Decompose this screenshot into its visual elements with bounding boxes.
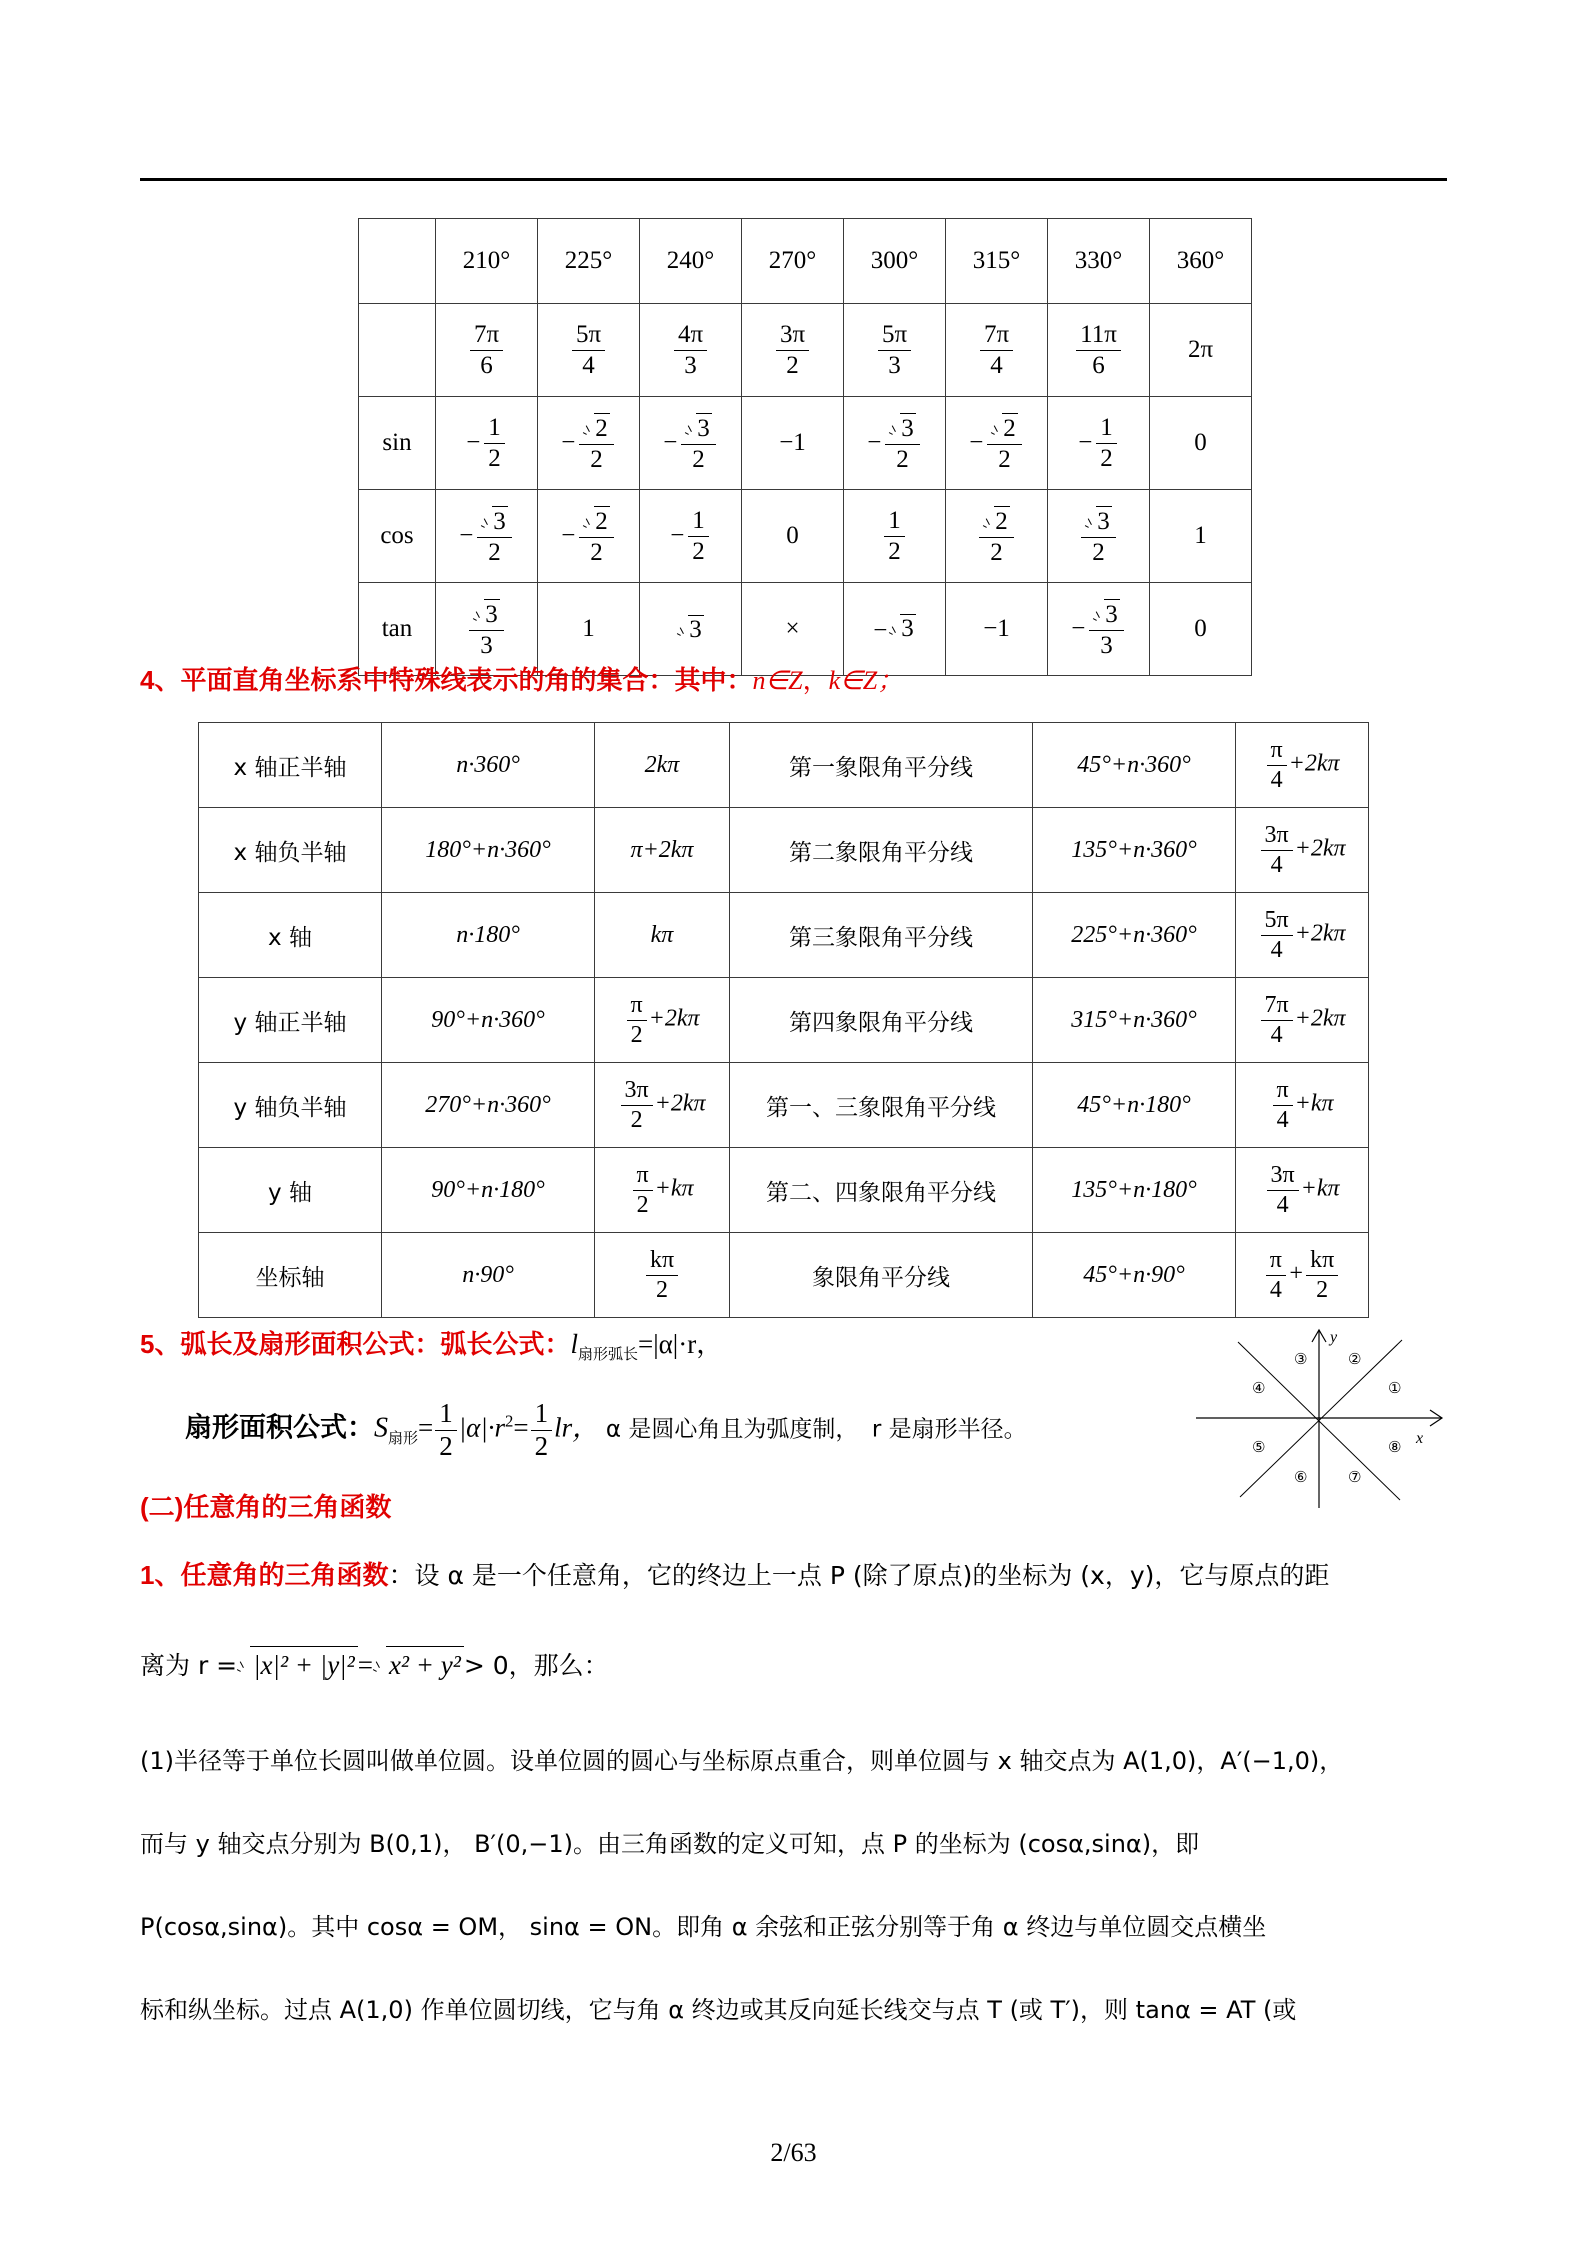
bisector-name: 第三象限角平分线 [730,893,1033,978]
axis-degree-form: 90°+n·360° [382,978,595,1063]
sector-symbol: S [374,1412,388,1444]
heading-4-sep: ， [802,666,829,695]
distance-prefix: 离为 r = [140,1651,238,1680]
sin-value: −1 [742,397,844,490]
arc-formula-subscript: 扇形弧长 [578,1347,639,1364]
axis-radian-form: $\frac{\pi}{2}$ +kπ [595,1148,730,1233]
heading-4-condition-k: k∈Z； [828,666,904,695]
axis-name: x 轴负半轴 [199,808,382,893]
sector-mid: |α|·r [458,1412,506,1443]
axis-name: 坐标轴 [199,1233,382,1318]
row-label-sin: sin [359,397,436,490]
arc-formula-symbol: l [570,1329,578,1359]
y-axis-label: y [1330,1329,1338,1346]
cos-value: $\frac{1}{2}$ [844,490,946,583]
tan-value: 0 [1150,583,1252,676]
axis-radian-form: $\frac{k\pi}{2}$ [595,1233,730,1318]
octant-label-6: ⑥ [1294,1468,1308,1486]
row-label-tan: tan [359,583,436,676]
bisector-name: 第一、三象限角平分线 [730,1063,1033,1148]
bisector-degree-form: 135°+n·360° [1033,808,1236,893]
paragraph-2: 而与 y 轴交点分别为 B(0,1)， B′(0,−1)。由三角函数的定义可知，点 P 的坐标为 (cosα,sinα)，即 [140,1830,1200,1858]
cos-value: $\frac{2}{2}$ [946,490,1048,583]
radian-cell: $\frac{7\pi}{4}$ [946,304,1048,397]
octant-label-7: ⑦ [1348,1468,1362,1486]
table-row [199,1063,1369,1148]
axis-degree-form: 180°+n·360° [382,808,595,893]
distance-eq: = [357,1650,373,1680]
sector-eq-2: = [513,1412,529,1443]
radian-cell: 2π [1150,304,1252,397]
heading-4-number: 4、 [140,665,181,695]
tan-value: $\frac{3}{3}$ [436,583,538,676]
octant-label-2: ② [1348,1350,1362,1368]
bisector-radian-form: $\frac{7\pi}{4}$ +2kπ [1236,978,1369,1063]
cos-value: − $\frac{3}{2}$ [436,490,538,583]
distance-formula-line [140,1645,1447,1683]
angle-cell: 225° [538,219,640,304]
corner-cell [359,304,436,397]
sector-note-2: r 是扇形半径。 [871,1416,1027,1443]
sector-eq-1: = [418,1412,434,1443]
heading-5-number: 5、 [140,1329,181,1359]
radian-cell: $\frac{3\pi}{2}$ [742,304,844,397]
table-row [199,893,1369,978]
cos-value: 0 [742,490,844,583]
cos-value: − $\frac{1}{2}$ [640,490,742,583]
axis-name: x 轴 [199,893,382,978]
sin-value: − $\frac{3}{2}$ [640,397,742,490]
sector-note-1: α 是圆心角且为弧度制， [605,1416,859,1443]
axis-degree-form: n·360° [382,723,595,808]
distance-suffix: > 0，那么： [463,1651,609,1680]
axis-radian-form: kπ [595,893,730,978]
paragraph-3: P(cosα,sinα)。其中 cosα = OM， sinα = ON。即角 α 余弦和正弦分别等于角 α 终边与单位圆交点横坐 [140,1913,1267,1941]
table-row-sin [359,397,1252,490]
bisector-degree-form: 315°+n·360° [1033,978,1236,1063]
table-row-radians [359,304,1252,397]
header-rule [140,178,1447,181]
heading-5-title: 弧长及扇形面积公式：弧长公式： [180,1329,571,1359]
cos-value: 1 [1150,490,1252,583]
bisector-degree-form: 45°+n·360° [1033,723,1236,808]
sin-value: − $\frac{2}{2}$ [946,397,1048,490]
bisector-radian-form: $\frac{3\pi}{4}$ +2kπ [1236,808,1369,893]
axis-radian-form: 2kπ [595,723,730,808]
table-row [199,1233,1369,1318]
radian-cell: $\frac{5\pi}{4}$ [538,304,640,397]
table-row [199,808,1369,893]
heading-section-5 [140,1322,723,1364]
sin-value: − $\frac{1}{2}$ [1048,397,1150,490]
bisector-degree-form: 135°+n·180° [1033,1148,1236,1233]
octant-label-5: ⑤ [1252,1438,1266,1456]
angle-cell: 300° [844,219,946,304]
heading-section-two: (二)任意角的三角函数 [140,1492,392,1522]
axis-name: y 轴负半轴 [199,1063,382,1148]
angle-cell: 240° [640,219,742,304]
radian-cell: $\frac{4\pi}{3}$ [640,304,742,397]
tan-value: × [742,583,844,676]
axis-name: y 轴正半轴 [199,978,382,1063]
x-axis-label: x [1416,1430,1424,1447]
tan-value: − $\frac{3}{3}$ [1048,583,1150,676]
octant-coordinate-diagram [1190,1322,1448,1512]
angle-cell: 270° [742,219,844,304]
octant-svg [1190,1322,1448,1512]
bisector-radian-form: $\frac{3\pi}{4}$ +kπ [1236,1148,1369,1233]
octant-label-4: ④ [1252,1379,1266,1397]
sin-value: − $\frac{1}{2}$ [436,397,538,490]
octant-label-8: ⑧ [1388,1438,1402,1456]
sin-value: 0 [1150,397,1252,490]
tan-value: 3 [640,583,742,676]
sector-area-formula-line: 扇形面积公式：$S_{扇形}=$ $\frac{1}{2}$ $|\alpha|\cdot r^2=$ $\frac{1}{2}$ lr， α 是圆心角且为弧度制， r 是扇形半径。 [185,1398,1027,1461]
angle-cell: 330° [1048,219,1150,304]
bisector-name: 第一象限角平分线 [730,723,1033,808]
bisector-radian-form: $\frac{5\pi}{4}$ +2kπ [1236,893,1369,978]
table-row-angles [359,219,1252,304]
tan-value: −1 [946,583,1048,676]
tan-value: 1 [538,583,640,676]
item-1-line [140,1558,1447,1594]
axis-degree-form: n·180° [382,893,595,978]
radian-cell: $\frac{7\pi}{6}$ [436,304,538,397]
sector-lr: lr， [554,1412,600,1443]
bisector-name: 第二、四象限角平分线 [730,1148,1033,1233]
sector-area-label: 扇形面积公式： [185,1412,374,1444]
axis-name: y 轴 [199,1148,382,1233]
item-1-number: 1、 [140,1560,181,1590]
angle-cell: 315° [946,219,1048,304]
arc-formula-rhs: =|α|·r， [638,1329,724,1359]
sector-subscript: 扇形 [388,1428,419,1447]
axis-radian-form: $\frac{3\pi}{2}$ +2kπ [595,1063,730,1148]
axis-degree-form: n·90° [382,1233,595,1318]
heading-section-4 [140,660,903,697]
bisector-degree-form: 45°+n·90° [1033,1233,1236,1318]
bisector-radian-form: $\frac{\pi}{4}$ +2kπ [1236,723,1369,808]
distance-radicand-1: |x|² + |y|² [250,1646,358,1683]
bisector-radian-form: $\frac{\pi}{4}$ + $\frac{k\pi}{2}$ [1236,1233,1369,1318]
sin-value: − $\frac{3}{2}$ [844,397,946,490]
table-row [199,978,1369,1063]
item-1-body: 设 α 是一个任意角，它的终边上一点 P (除了原点)的坐标为 (x，y)，它与原点的距 [414,1561,1330,1590]
bisector-name: 象限角平分线 [730,1233,1033,1318]
table-row [199,1148,1369,1233]
heading-4-condition-n: n∈Z [752,666,803,695]
distance-radicand-2: x² + y² [386,1646,464,1683]
corner-cell [359,219,436,304]
trig-values-table [358,218,1252,676]
radian-cell: $\frac{5\pi}{3}$ [844,304,946,397]
axis-name: x 轴正半轴 [199,723,382,808]
cos-value: − $\frac{2}{2}$ [538,490,640,583]
sector-exponent: 2 [505,1411,514,1431]
page-number: 2/63 [770,2138,817,2167]
item-1-title: 任意角的三角函数 [180,1560,389,1590]
bisector-degree-form: 225°+n·360° [1033,893,1236,978]
axis-radian-form: π+2kπ [595,808,730,893]
table-row [199,723,1369,808]
radian-cell: $\frac{11\pi}{6}$ [1048,304,1150,397]
bisector-name: 第二象限角平分线 [730,808,1033,893]
axis-degree-form: 270°+n·360° [382,1063,595,1148]
angle-cell: 360° [1150,219,1252,304]
bisector-radian-form: $\frac{\pi}{4}$ +kπ [1236,1063,1369,1148]
octant-label-3: ③ [1294,1350,1308,1368]
cos-value: $\frac{3}{2}$ [1048,490,1150,583]
bisector-name: 第四象限角平分线 [730,978,1033,1063]
table-row-cos [359,490,1252,583]
tan-value: − 3 [844,583,946,676]
axis-degree-form: 90°+n·180° [382,1148,595,1233]
octant-label-1: ① [1388,1379,1402,1397]
bisector-degree-form: 45°+n·180° [1033,1063,1236,1148]
row-label-cos: cos [359,490,436,583]
sin-value: − $\frac{2}{2}$ [538,397,640,490]
item-1-colon: ： [388,1561,415,1591]
special-angle-sets-table [198,722,1369,1318]
paragraph-4: 标和纵坐标。过点 A(1,0) 作单位圆切线，它与角 α 终边或其反向延长线交与点 T (或 T′)，则 tanα = AT (或 [140,1996,1297,2024]
heading-4-title: 平面直角坐标系中特殊线表示的角的集合：其中： [180,665,753,695]
angle-cell: 210° [436,219,538,304]
axis-radian-form: $\frac{\pi}{2}$ +2kπ [595,978,730,1063]
paragraph-1: (1)半径等于单位长圆叫做单位圆。设单位圆的圆心与坐标原点重合，则单位圆与 x 轴交点为 A(1,0)，A′(−1,0)， [140,1747,1344,1775]
